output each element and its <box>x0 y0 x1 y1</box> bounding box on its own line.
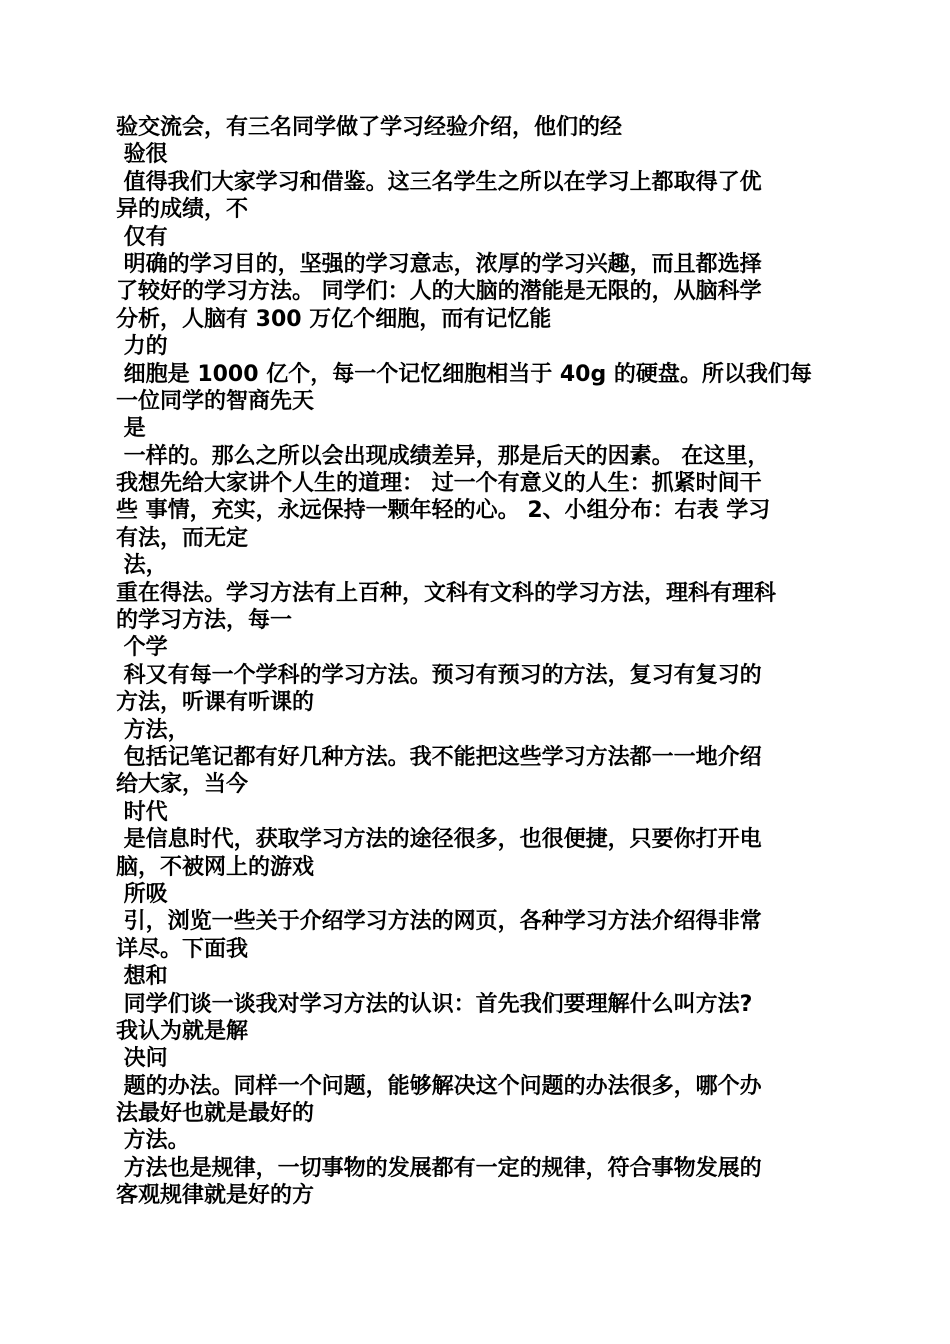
text-line: 方法，听课有听课的 <box>116 690 315 716</box>
document-body <box>116 114 836 1210</box>
text-line: 法， <box>116 553 168 579</box>
text-line: 个学 <box>116 635 168 661</box>
text-line: 决问 <box>116 1046 168 1072</box>
text-line: 了较好的学习方法。 同学们：人的大脑的潜能是无限的，从脑科学 <box>116 279 762 305</box>
text-line: 方法， <box>116 717 190 743</box>
text-line: 科又有每一个学科的学习方法。预习有预习的方法，复习有复习的 <box>116 662 762 688</box>
text-line: 力的 <box>116 334 168 360</box>
text-line: 客观规律就是好的方 <box>116 1183 315 1209</box>
text-line: 想和 <box>116 964 168 990</box>
text-line: 是信息时代，获取学习方法的途径很多，也很便捷，只要你打开电 <box>116 827 762 853</box>
text-line: 所吸 <box>116 881 168 907</box>
text-line: 法最好也就是最好的 <box>116 1101 315 1127</box>
text-line: 同学们谈一谈我对学习方法的认识：首先我们要理解什么叫方法? <box>116 991 753 1017</box>
text-line: 异的成绩，不 <box>116 197 249 223</box>
text-line: 明确的学习目的，坚强的学习意志，浓厚的学习兴趣，而且都选择 <box>116 251 762 277</box>
text-line: 有法，而无定 <box>116 525 249 551</box>
text-line: 题的办法。同样一个问题，能够解决这个问题的办法很多，哪个办 <box>116 1073 762 1099</box>
text-line: 方法也是规律，一切事物的发展都有一定的规律，符合事物发展的 <box>116 1155 762 1181</box>
text-line: 些 事情，充实，永远保持一颗年轻的心。 2、小组分布：右表 学习 <box>116 498 771 524</box>
text-line: 一样的。那么之所以会出现成绩差异，那是后天的因素。 在这里， <box>116 443 770 469</box>
text-line: 验很 <box>116 142 168 168</box>
text-line: 细胞是 1000 亿个，每一个记忆细胞相当于 40g 的硬盘。所以我们每 <box>116 361 812 387</box>
text-line: 值得我们大家学习和借鉴。这三名学生之所以在学习上都取得了优 <box>116 169 762 195</box>
text-line: 仅有 <box>116 224 168 250</box>
text-line: 给大家，当今 <box>116 772 249 798</box>
text-line: 一位同学的智商先天 <box>116 388 315 414</box>
text-line: 的学习方法，每一 <box>116 608 293 634</box>
text-line: 重在得法。学习方法有上百种，文科有文科的学习方法，理科有理科 <box>116 580 777 606</box>
text-line: 引，浏览一些关于介绍学习方法的网页，各种学习方法介绍得非常 <box>116 909 762 935</box>
text-line: 我想先给大家讲个人生的道理： 过一个有意义的人生：抓紧时间干 <box>116 471 762 497</box>
text-line: 是 <box>116 416 146 442</box>
text-line: 方法。 <box>116 1128 190 1154</box>
text-line: 我认为就是解 <box>116 1018 249 1044</box>
text-line: 脑，不被网上的游戏 <box>116 854 315 880</box>
text-line: 分析，人脑有 300 万亿个细胞，而有记忆能 <box>116 306 552 332</box>
text-line: 详尽。下面我 <box>116 936 249 962</box>
text-line: 时代 <box>116 799 168 825</box>
text-line: 包括记笔记都有好几种方法。我不能把这些学习方法都一一地介绍 <box>116 744 762 770</box>
text-line: 验交流会，有三名同学做了学习经验介绍，他们的经 <box>116 115 623 140</box>
